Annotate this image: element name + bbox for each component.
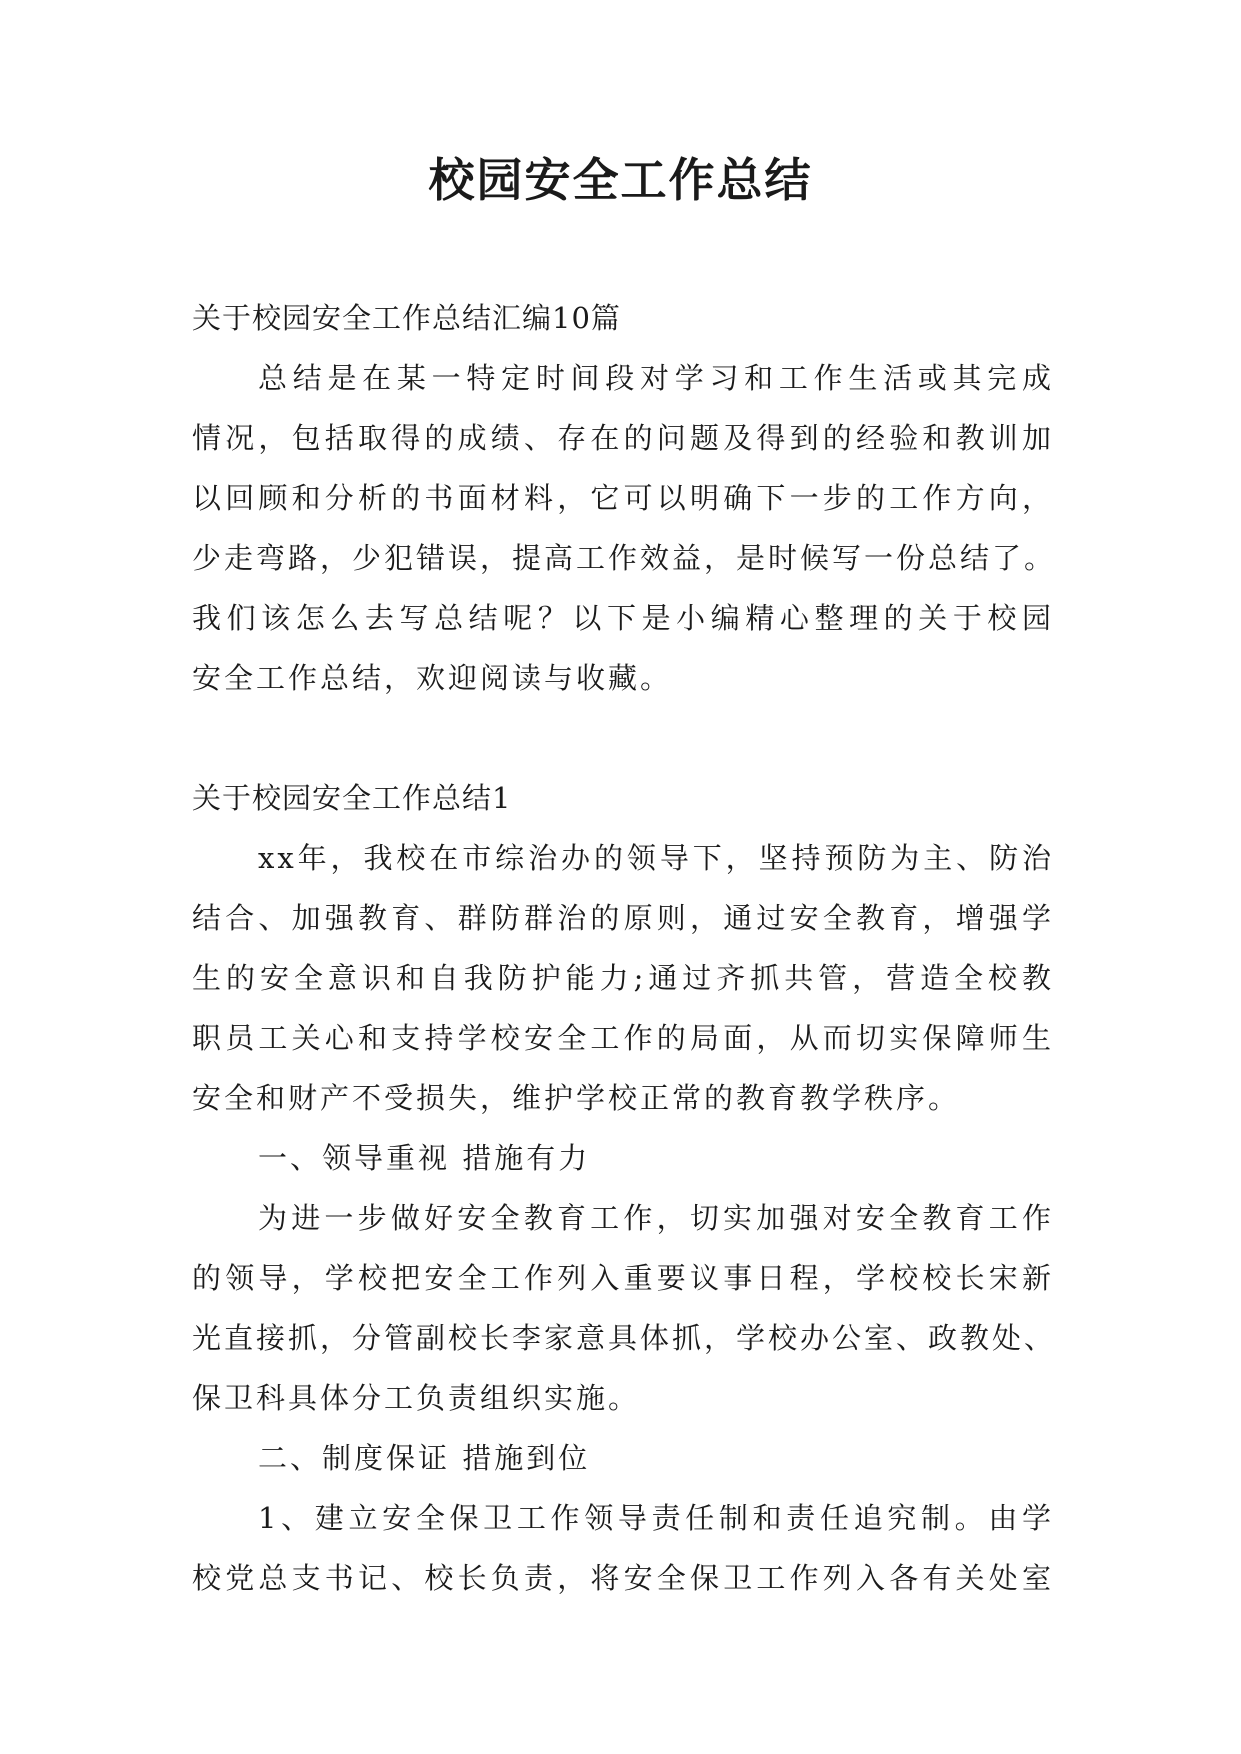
text-line: 以回顾和分析的书面材料，它可以明确下一步的工作方向， — [192, 481, 1054, 515]
section-heading: 关于校园安全工作总结1 — [192, 781, 512, 815]
text-line: 生的安全意识和自我防护能力;通过齐抓共管，营造全校教 — [192, 961, 1054, 995]
paragraph — [192, 1188, 1057, 1428]
text-line: 为进一步做好安全教育工作，切实加强对安全教育工作 — [258, 1201, 1054, 1235]
subheading: 一、领导重视 措施有力 — [258, 1141, 591, 1175]
subheading: 二、制度保证 措施到位 — [258, 1441, 591, 1475]
document-body — [192, 288, 1057, 1608]
intro-paragraph — [192, 348, 1057, 708]
text-line: 总结是在某一特定时间段对学习和工作生活或其完成 — [258, 361, 1054, 395]
text-line: 我们该怎么去写总结呢？以下是小编精心整理的关于校园 — [192, 601, 1054, 635]
text-line: xx年，我校在市综治办的领导下，坚持预防为主、防治 — [258, 841, 1054, 875]
text-line: 的领导，学校把安全工作列入重要议事日程，学校校长宋新 — [192, 1261, 1054, 1295]
text-line: 光直接抓，分管副校长李家意具体抓，学校办公室、政教处、 — [192, 1321, 1057, 1355]
text-line: 安全和财产不受损失，维护学校正常的教育教学秩序。 — [192, 1081, 961, 1115]
text-line: 1、建立安全保卫工作领导责任制和责任追究制。由学 — [258, 1501, 1054, 1535]
text-line: 校党总支书记、校长负责，将安全保卫工作列入各有关处室 — [192, 1561, 1054, 1595]
text-line: 结合、加强教育、群防群治的原则，通过安全教育，增强学 — [192, 901, 1054, 935]
collection-heading: 关于校园安全工作总结汇编10篇 — [192, 301, 621, 335]
paragraph — [192, 828, 1054, 1128]
blank-line — [192, 708, 1054, 768]
document-title: 校园安全工作总结 — [428, 153, 813, 207]
paragraph — [192, 1488, 1054, 1608]
text-line: 少走弯路，少犯错误，提高工作效益，是时候写一份总结了。 — [192, 541, 1057, 575]
text-line: 职员工关心和支持学校安全工作的局面，从而切实保障师生 — [192, 1021, 1054, 1055]
text-line: 保卫科具体分工负责组织实施。 — [192, 1381, 641, 1415]
text-line: 情况，包括取得的成绩、存在的问题及得到的经验和教训加 — [192, 421, 1054, 455]
text-line: 安全工作总结，欢迎阅读与收藏。 — [192, 661, 673, 695]
